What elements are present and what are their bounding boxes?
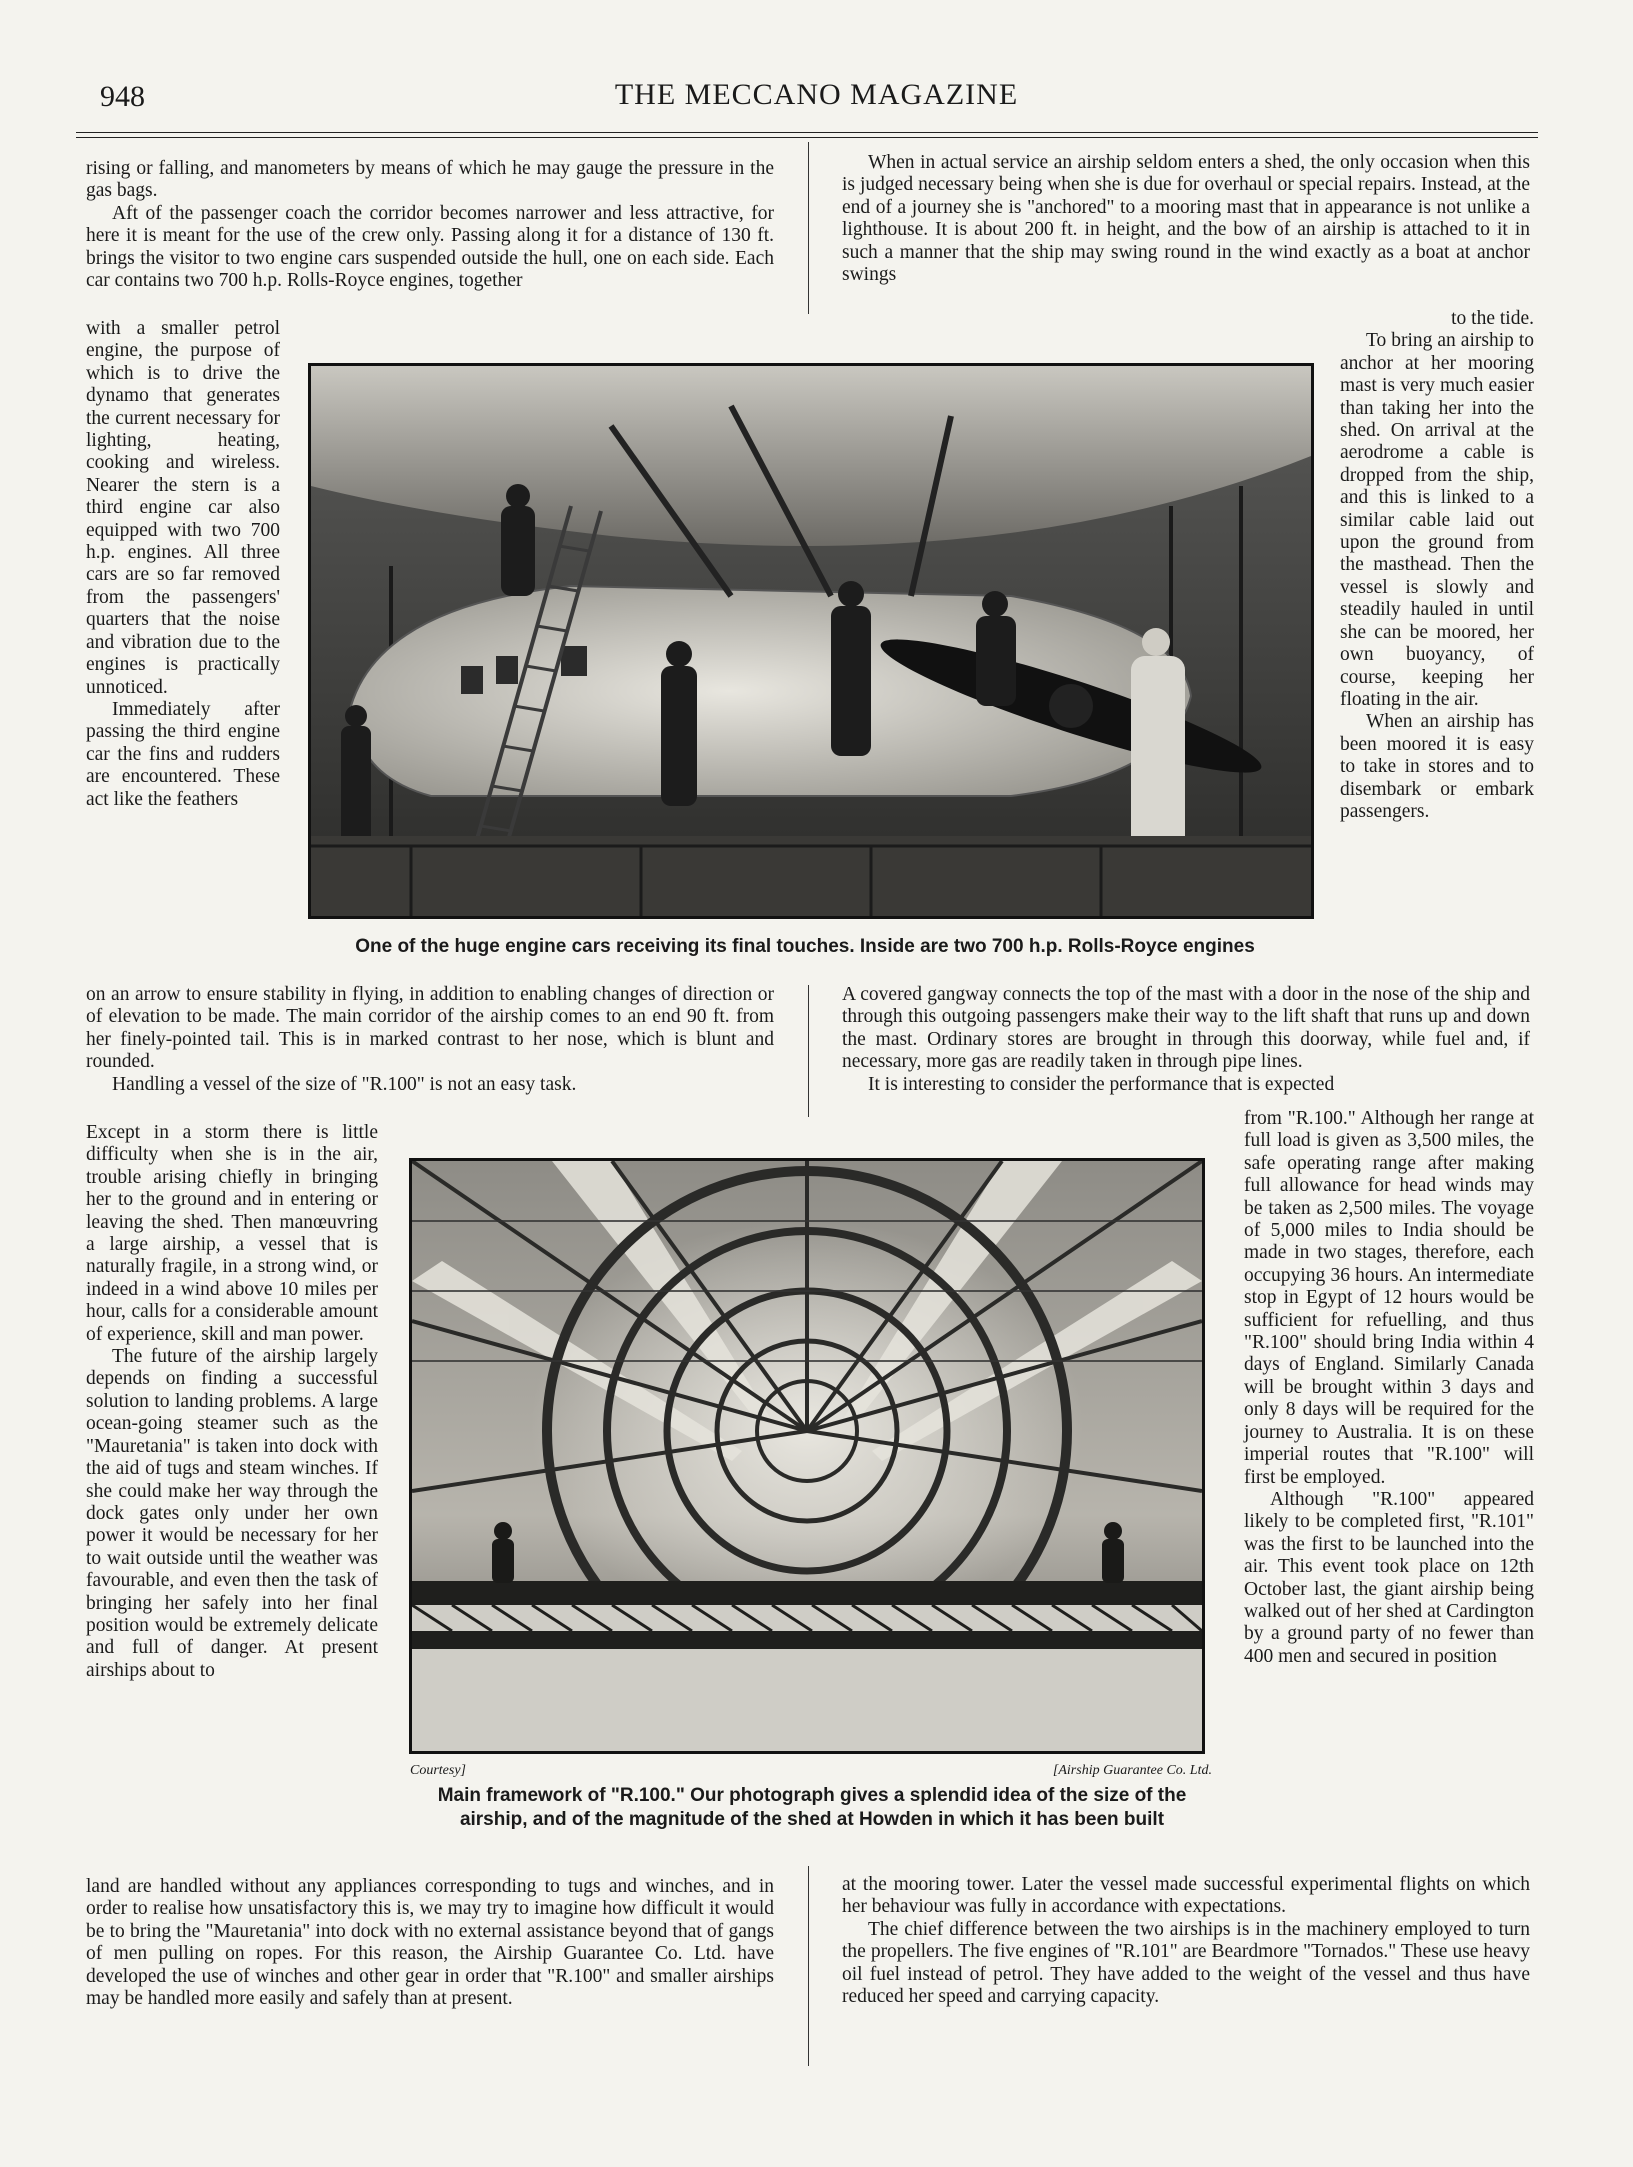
column-divider <box>808 985 809 1117</box>
column-divider <box>808 142 809 314</box>
figure-caption: Main framework of "R.100." Our photograph gives a splendid idea of the size of the airship, and of the magnitude of the shed at Howden in which it has been built <box>437 1785 1187 1830</box>
paragraph: Immediately after passing the third engine car the fins and rudders are encountered. These act like the feathers <box>86 698 280 810</box>
paragraph: on an arrow to ensure stability in flying, in addition to enabling changes of direction or of elevation to be made. The main corridor of the airship comes to an end 90 ft. from her finely-pointed tail. This is in marked contrast to her nose, which is blunt and rounded. <box>86 984 774 1073</box>
right-narrow-text-2 <box>1244 1108 1534 1668</box>
paragraph: at the mooring tower. Later the vessel made successful experimental flights on which her behaviour was fully in accordance with expectations. <box>842 1874 1530 1918</box>
paragraph: Although "R.100" appeared likely to be completed first, "R.101" was the first to be launched into the air. This event took place on 12th October last, the giant airship being walked out of her shed at Cardington by a ground party of no fewer than 400 men and secured in position <box>1244 1488 1534 1667</box>
header-rule <box>76 132 1538 133</box>
magazine-title: THE MECCANO MAGAZINE <box>614 78 1019 111</box>
engine-car-photo-image <box>311 366 1311 916</box>
paragraph: When an airship has been moored it is easy to take in stores and to disembark or embark passengers. <box>1340 711 1534 822</box>
paragraph: It is interesting to consider the performance that is expected <box>868 1073 1335 1095</box>
paragraph: The chief difference between the two airships is in the machinery employed to turn the propellers. The five engines of "R.101" are Beardmore "Tornados." These use heavy oil fuel instead of petrol. They have added to the weight of the vessel and thus have reduced her speed and carrying capacity. <box>842 1918 1530 2008</box>
left-narrow-text-2 <box>86 1122 378 1682</box>
paragraph: to the tide. <box>1451 308 1534 329</box>
paragraph: Aft of the passenger coach the corridor becomes narrower and less attractive, for here it is meant for the use of the crew only. Passing along it for a distance of 130 ft. brings the visitor to two engine cars suspended outside the hull, one on each side. Each car contains two 700 h.p. Rolls-Royce engines, together <box>86 202 774 292</box>
photo-credit-right: [Airship Guarantee Co. Ltd. <box>1052 1763 1212 1778</box>
left-narrow-text-1 <box>86 318 280 811</box>
paragraph: Handling a vessel of the size of "R.100" is not an easy task. <box>112 1073 577 1095</box>
paragraph: from "R.100." Although her range at full load is given as 3,500 miles, the safe operating range after making full allowance for head winds may be taken as 2,500 miles. The voyage of 5,000 miles to India should be made in two stages, therefore, each occupying 36 hours. An intermediate stop in Egypt of 12 hours would be sufficient for refuelling, and thus "R.100" should bring India within 4 days of England. Similarly Canada will be brought within 3 days and only 8 days will be required for the journey to Australia. It is on these imperial routes that "R.100" will first be employed. <box>1244 1108 1534 1488</box>
left-mid-text <box>86 984 774 1096</box>
framework-photo-image <box>412 1161 1202 1751</box>
right-mid-text <box>842 984 1530 1096</box>
paragraph: To bring an airship to anchor at her mooring mast is very much easier than taking her into the shed. On arrival at the aerodrome a cable is dropped from the ship, and this is linked to a similar cable laid out upon the ground from the masthead. Then the vessel is slowly and steadily hauled in until she can be moored, her own buoyancy, of course, keeping her floating in the air. <box>1340 330 1534 710</box>
header-rule <box>76 137 1538 138</box>
engine-car-photo <box>308 363 1314 919</box>
framework-photo <box>409 1158 1205 1754</box>
paragraph: land are handled without any appliances corresponding to tugs and winches, and in order to realise how unsatisfactory this is, we may try to imagine how difficult it would be to bring the "Mauretania" into dock with no external assistance beyond that of gangs of men pulling on ropes. For this reason, the Airship Guarantee Co. Ltd. have developed the use of winches and other gear in order that "R.100" and smaller airships may be handled more easily and safely than at present. <box>86 1876 774 2010</box>
paragraph: The future of the airship largely depends on finding a successful solution to landing problems. A large ocean-going steamer such as the "Mauretania" is taken into dock with the aid of tugs and steam winches. If she could make her way through the dock gates only under her own power it would be necessary for her to wait outside until the weather was favourable, and even then the task of bringing her safely into her final position would be extremely delicate and full of danger. At present airships about to <box>86 1346 378 1681</box>
paragraph: Except in a storm there is little difficulty when she is in the air, trouble arising chiefly in bringing her to the ground and in entering or leaving the shed. Then manœuvring a large airship, a vessel that is naturally fragile, in a strong wind, or indeed in a wind above 10 miles per hour, calls for a considerable amount of experience, skill and man power. <box>86 1122 378 1345</box>
column-divider <box>808 1866 809 2066</box>
left-bottom-text <box>86 1876 774 2010</box>
photo-credit-left: Courtesy] <box>410 1763 466 1778</box>
paragraph: rising or falling, and manometers by means of which he may gauge the pressure in the gas bags. <box>86 158 774 202</box>
right-narrow-text-1 <box>1340 308 1534 823</box>
paragraph: When in actual service an airship seldom enters a shed, the only occasion when this is judged necessary being when she is due for overhaul or special repairs. Instead, at the end of a journey she is "anchored" to a mooring mast that in appearance is not unlike a lighthouse. It is about 200 ft. in height, and the bow of an airship is attached to it in such a manner that the ship may swing round in the wind exactly as a boat at anchor swings <box>842 152 1530 286</box>
right-bottom-text <box>842 1874 1530 2008</box>
paragraph: A covered gangway connects the top of the mast with a door in the nose of the ship and through this outgoing passengers make their way to the lift shaft that runs up and down the mast. Ordinary stores are brought in through this doorway, while fuel and, if necessary, more gas are readily taken in through pipe lines. <box>842 984 1530 1073</box>
left-top-text <box>86 158 774 292</box>
page-number: 948 <box>100 80 145 113</box>
paragraph: with a smaller petrol engine, the purpose of which is to drive the dynamo that generates the current necessary for lighting, heating, cooking and wireless. Nearer the stern is a third engine car also equipped with two 700 h.p. engines. All three cars are so far removed from the passengers' quarters that the noise and vibration due to the engines is practically unnoticed. <box>86 318 280 698</box>
right-top-text <box>842 152 1530 286</box>
figure-caption: One of the huge engine cars receiving its final touches. Inside are two 700 h.p. Rolls-Royce engines <box>355 936 1255 957</box>
